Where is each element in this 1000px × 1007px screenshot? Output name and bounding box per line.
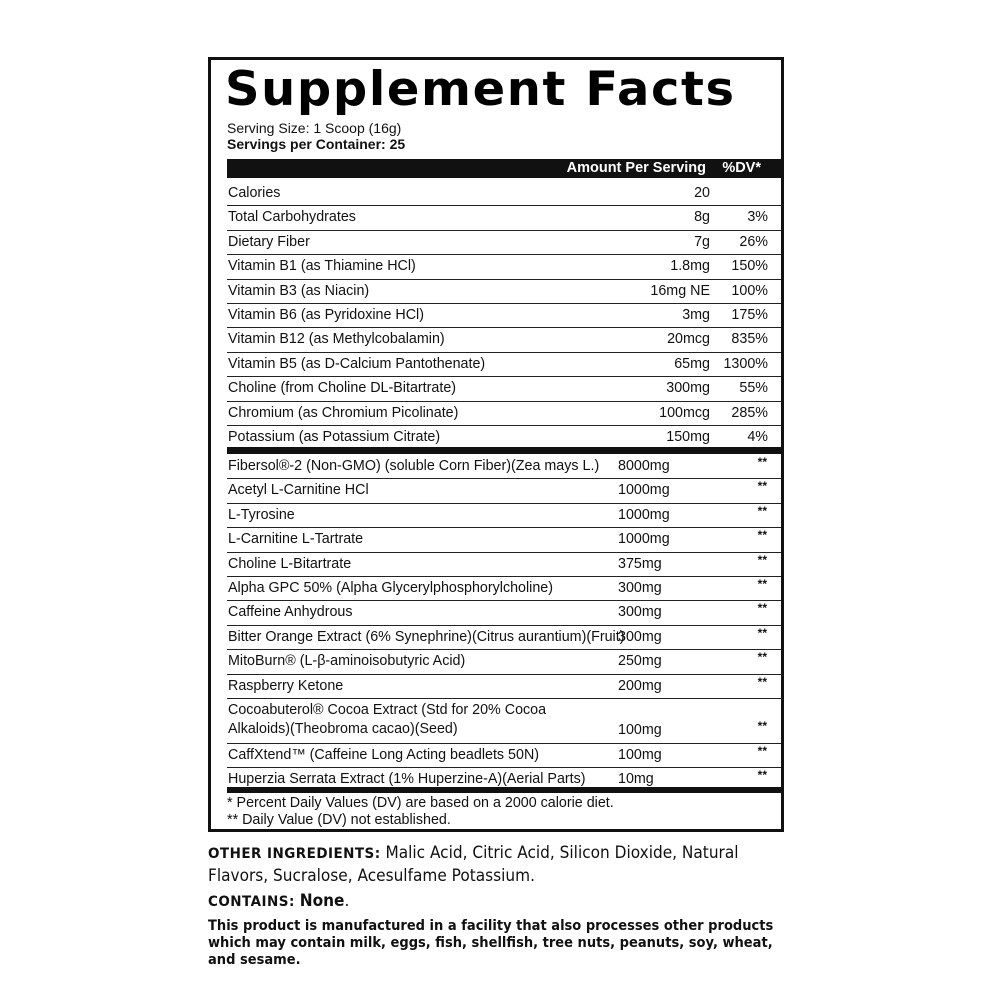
serving-size: Serving Size: 1 Scoop (16g) <box>227 120 402 136</box>
row-name: CaffXtend™ (Caffeine Long Acting beadlets 50N) <box>228 746 540 763</box>
row-name: Choline (from Choline DL-Bitartrate) <box>228 380 457 397</box>
row-dv: 150% <box>731 258 768 275</box>
row-dv: ** <box>757 576 767 591</box>
ingredient-row <box>227 699 781 744</box>
row-amount: 20mcg <box>667 331 710 348</box>
row-name: Total Carbohydrates <box>228 209 356 226</box>
nutrient-row <box>227 328 781 352</box>
nutrient-row <box>227 182 781 206</box>
row-name: Choline L-Bitartrate <box>228 555 352 572</box>
row-amount: 250mg <box>618 653 662 670</box>
footnote-divider <box>227 787 781 793</box>
row-name: MitoBurn® (L-β-aminoisobutyric Acid) <box>228 653 466 670</box>
row-name: Raspberry Ketone <box>228 677 344 694</box>
row-name: L-Tyrosine <box>228 506 295 523</box>
nutrient-row <box>227 426 781 449</box>
nutrient-row <box>227 353 781 377</box>
row-amount: 100mg <box>618 721 662 738</box>
row-amount: 65mg <box>674 355 710 372</box>
row-dv: ** <box>757 743 767 758</box>
supplement-facts-panel <box>208 57 784 832</box>
row-dv: 3% <box>747 209 768 226</box>
ingredient-rows <box>227 455 781 792</box>
panel-title: Supplement Facts <box>225 62 736 117</box>
row-amount: 300mg <box>618 579 662 596</box>
row-dv: ** <box>757 528 767 543</box>
row-amount: 7g <box>694 233 710 250</box>
other-ingredients-label: OTHER INGREDIENTS: <box>208 846 381 862</box>
row-dv: 100% <box>731 282 768 299</box>
row-name-line: Alkaloids)(Theobroma cacao)(Seed) <box>228 720 458 737</box>
row-dv: 55% <box>739 380 768 397</box>
nutrient-row <box>227 377 781 401</box>
nutrient-row <box>227 255 781 279</box>
other-ingredients <box>208 842 803 886</box>
servings-per-container: Servings per Container: 25 <box>227 136 406 152</box>
dv-header: %DV* <box>722 160 761 176</box>
nutrient-rows <box>227 182 781 449</box>
footnotes <box>227 795 614 829</box>
row-dv: ** <box>757 674 767 689</box>
footnote-dv: * Percent Daily Values (DV) are based on a 2000 calorie diet. <box>227 795 614 811</box>
row-name: Vitamin B1 (as Thiamine HCl) <box>228 258 416 275</box>
ingredient-row <box>227 504 781 528</box>
row-name: Vitamin B3 (as Niacin) <box>228 282 370 299</box>
other-ingredients-text: Malic Acid, Citric Acid, Silicon Dioxide, Natural Flavors, Sucralose, Acesulfame Potassium. <box>208 843 739 885</box>
ingredient-row <box>227 601 781 625</box>
row-dv: 175% <box>731 306 768 323</box>
row-name: Vitamin B6 (as Pyridoxine HCl) <box>228 306 424 323</box>
row-dv: ** <box>757 625 767 640</box>
row-amount: 1000mg <box>618 506 670 523</box>
section-divider <box>227 447 781 454</box>
row-name <box>228 701 546 739</box>
row-dv: 1300% <box>723 355 768 372</box>
row-name: Potassium (as Potassium Citrate) <box>228 428 441 445</box>
contains-label: CONTAINS: <box>208 894 295 910</box>
row-name: Huperzia Serrata Extract (1% Huperzine-A)(Aerial Parts) <box>228 771 586 788</box>
row-name: Vitamin B12 (as Methylcobalamin) <box>228 331 445 348</box>
ingredient-row <box>227 650 781 674</box>
label-notes <box>208 842 808 969</box>
row-name: Alpha GPC 50% (Alpha Glycerylphosphorylcholine) <box>228 579 554 596</box>
row-name: Vitamin B5 (as D-Calcium Pantothenate) <box>228 355 486 372</box>
nutrient-row <box>227 304 781 328</box>
row-name: L-Carnitine L-Tartrate <box>228 531 364 548</box>
row-dv: ** <box>757 479 767 494</box>
row-dv: 835% <box>731 331 768 348</box>
row-dv: ** <box>757 552 767 567</box>
row-dv: 4% <box>747 428 768 445</box>
ingredient-row <box>227 577 781 601</box>
row-dv: 26% <box>739 233 768 250</box>
ingredient-row <box>227 479 781 503</box>
row-amount: 8000mg <box>618 458 670 474</box>
facility-notice: This product is manufactured in a facility that also processes other products which may contain milk, eggs, fish, shellfish, tree nuts, peanuts, soy, wheat, and sesame. <box>208 918 774 968</box>
row-name: Dietary Fiber <box>228 233 310 250</box>
ingredient-row <box>227 626 781 650</box>
ingredient-row <box>227 675 781 699</box>
row-dv: ** <box>757 601 767 616</box>
row-dv: 285% <box>731 404 768 421</box>
row-amount: 20 <box>694 185 710 201</box>
ingredient-row <box>227 553 781 577</box>
row-dv: ** <box>757 718 767 733</box>
footnote-not-established: ** Daily Value (DV) not established. <box>227 812 451 828</box>
row-dv: ** <box>757 768 767 783</box>
ingredient-row <box>227 744 781 768</box>
row-name: Caffeine Anhydrous <box>228 604 353 621</box>
contains-statement <box>208 891 766 910</box>
amount-header-bar <box>227 159 781 178</box>
amount-per-serving-header: Amount Per Serving <box>566 160 706 176</box>
ingredient-row <box>227 528 781 552</box>
row-amount: 150mg <box>666 428 710 445</box>
row-amount: 300mg <box>618 628 662 645</box>
row-amount: 10mg <box>618 771 654 788</box>
row-amount: 375mg <box>618 555 662 572</box>
row-name: Fibersol®-2 (Non-GMO) (soluble Corn Fiber)(Zea mays L.) <box>228 458 600 474</box>
row-name: Acetyl L-Carnitine HCl <box>228 482 369 499</box>
row-dv: ** <box>757 650 767 665</box>
row-amount: 8g <box>694 209 710 226</box>
row-amount: 300mg <box>666 380 710 397</box>
row-name-line: Cocoabuterol® Cocoa Extract (Std for 20% Cocoa <box>228 701 547 718</box>
row-dv: ** <box>757 455 767 469</box>
row-amount: 1.8mg <box>670 258 710 275</box>
row-amount: 1000mg <box>618 531 670 548</box>
row-dv: ** <box>757 503 767 518</box>
row-name: Calories <box>228 185 281 201</box>
ingredient-row <box>227 455 781 479</box>
contains-value: None <box>299 891 345 910</box>
row-amount: 3mg <box>682 306 710 323</box>
nutrient-row <box>227 402 781 426</box>
nutrient-row <box>227 231 781 255</box>
row-amount: 16mg NE <box>650 282 710 299</box>
contains-suffix: . <box>344 891 350 910</box>
row-name: Chromium (as Chromium Picolinate) <box>228 404 459 421</box>
serving-info <box>227 120 405 152</box>
nutrient-row <box>227 206 781 230</box>
row-amount: 300mg <box>618 604 662 621</box>
row-name: Bitter Orange Extract (6% Synephrine)(Citrus aurantium)(Fruit) <box>228 628 625 645</box>
row-amount: 100mcg <box>659 404 710 421</box>
row-amount: 1000mg <box>618 482 670 499</box>
nutrient-row <box>227 280 781 304</box>
row-amount: 200mg <box>618 677 662 694</box>
row-amount: 100mg <box>618 746 662 763</box>
